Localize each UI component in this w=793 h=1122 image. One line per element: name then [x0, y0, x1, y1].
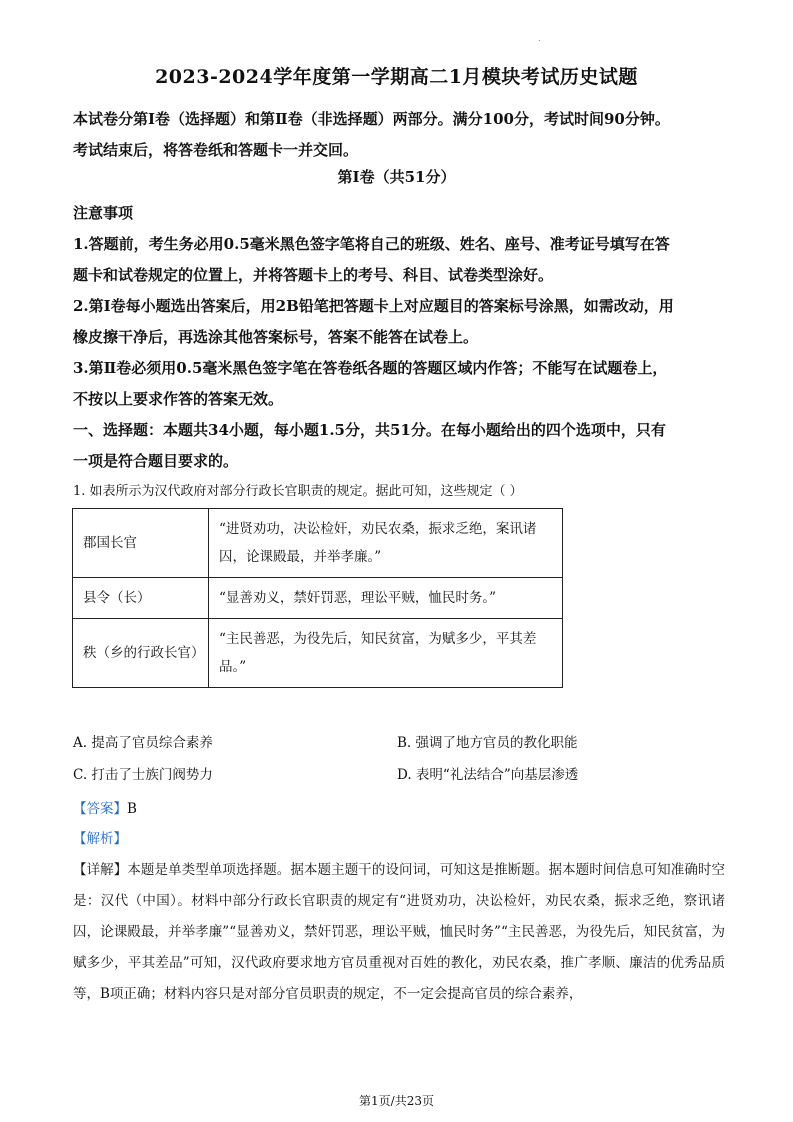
- table-cell-duty: “进贤劝功，决讼检奸，劝民农桑，振求乏绝，案讯诸囚，论课殿最，并举孝廉。”: [209, 509, 563, 578]
- detail-paragraph: 【详解】本题是单类型单项选择题。据本题主题干的设问词，可知这是推断题。据本题时间信息可知准确时空是：汉代（中国）。材料中部分行政长官职责的规定有“进贤劝功，决讼检奸，劝民农桑，振求乏绝，察讯诸囚，论课殿最，并举孝廉”“显善劝义，禁奸罚恶，理讼平贼，恤民时务”“主民善恶，为役先后，知民贫富，为赋多少，平其差品”可知，汉代政府要求地方官员重视对百姓的教化，劝民农桑，推广孝顺、廉洁的优秀品质等，B项正确；材料内容只是对部分官员职责的规定，不一定会提高官员的综合素养，: [73, 862, 725, 1002]
- analysis-heading: [73, 827, 127, 847]
- option-b: B. 强调了地方官员的教化职能: [397, 735, 578, 751]
- page-number: 第1页/共23页: [359, 1094, 434, 1108]
- intro-line: 考试结束后，将答卷纸和答题卡一并交回。: [73, 141, 359, 159]
- notes-line: 不按以上要求作答的答案无效。: [73, 390, 284, 408]
- question-stem: 1. 如表所示为汉代政府对部分行政长官职责的规定。据此可知，这些规定（ ）: [73, 484, 523, 499]
- intro-line: 本试卷分第Ⅰ卷（选择题）和第Ⅱ卷（非选择题）两部分。满分100分，考试时间90分钟。: [73, 110, 670, 128]
- notes-line: 橡皮擦干净后，再选涂其他答案标号，答案不能答在试卷上。: [73, 328, 479, 346]
- table-row: [73, 509, 563, 578]
- notes-heading: 注意事项: [73, 204, 134, 222]
- table-cell-role: 县令（长）: [73, 578, 209, 619]
- duty-table: [72, 508, 563, 688]
- section-heading: 第Ⅰ卷（共51分）: [337, 168, 456, 186]
- table-cell-role: 秩（乡的行政长官）: [73, 619, 209, 688]
- notes-line: 2.第Ⅰ卷每小题选出答案后，用2B铅笔把答题卡上对应题目的答案标号涂黑，如需改动，用: [73, 297, 674, 315]
- page-title: 2023-2024学年度第一学期高二1月模块考试历史试题: [155, 66, 638, 88]
- notes-line: 题卡和试卷规定的位置上，并将答题卡上的考号、科目、试卷类型涂好。: [73, 266, 554, 284]
- table-row: [73, 578, 563, 619]
- option-c: C. 打击了士族门阀势力: [73, 767, 213, 783]
- option-d: D. 表明“礼法结合”向基层渗透: [397, 767, 579, 783]
- answer-value: B: [127, 801, 137, 817]
- section-instruction-line: 一、选择题：本题共34小题，每小题1.5分，共51分。在每小题给出的四个选项中，只有: [73, 421, 666, 439]
- answer-label: 【答案】: [73, 801, 127, 817]
- section-instruction-line: 一项是符合题目要求的。: [73, 452, 239, 470]
- table-cell-role: 郡国长官: [73, 509, 209, 578]
- notes-line: 1.答题前，考生务必用0.5毫米黑色签字笔将自己的班级、姓名、座号、准考证号填写在答: [73, 235, 670, 253]
- intro-paragraph: [73, 104, 723, 166]
- option-a: A. 提高了官员综合素养: [73, 735, 213, 751]
- header-dot: .: [538, 34, 541, 43]
- analysis-label: 【解析】: [73, 831, 127, 847]
- notes-block: [73, 198, 723, 477]
- answer-line: [73, 797, 137, 817]
- table-row: [73, 619, 563, 688]
- table-cell-duty: “显善劝义，禁奸罚恶，理讼平贼，恤民时务。”: [209, 578, 563, 619]
- table-cell-duty: “主民善恶，为役先后，知民贫富，为赋多少，平其差品。”: [209, 619, 563, 688]
- notes-line: 3.第Ⅱ卷必须用0.5毫米黑色签字笔在答卷纸各题的答题区域内作答；不能写在试题卷上，: [73, 359, 668, 377]
